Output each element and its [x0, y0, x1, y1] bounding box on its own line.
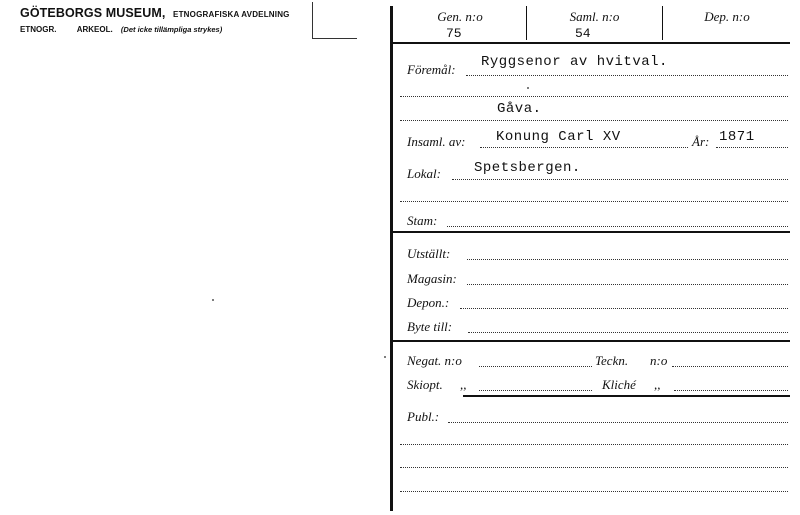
lokal-label: Lokal: — [407, 166, 441, 181]
kliche-ditto: ,, — [654, 377, 661, 392]
publ-line-3 — [400, 467, 788, 468]
publ-line-2 — [400, 444, 788, 445]
scan-speck — [212, 299, 214, 301]
magasin-label: Magasin: — [407, 271, 457, 286]
saml-label: Saml. n:o — [569, 9, 620, 24]
category-line — [20, 25, 222, 34]
card-left-border — [390, 6, 393, 511]
publ-line-4 — [400, 491, 788, 492]
arkeol-label: ARKEOL. — [76, 25, 113, 34]
insaml-line — [480, 147, 688, 148]
corner-stamp — [312, 2, 357, 39]
lokal-line — [452, 179, 788, 180]
kliche-label: Kliché — [602, 377, 636, 392]
skiopt-line — [479, 390, 592, 391]
teckn-label: Teckn. — [595, 353, 629, 368]
negat-label: Negat. n:o — [407, 353, 462, 368]
rule-lower — [393, 340, 790, 342]
museum-name: GÖTEBORGS MUSEUM, — [20, 6, 166, 20]
foremal-label: Föremål: — [407, 62, 456, 77]
depon-label: Depon.: — [407, 295, 450, 310]
kliche-line — [674, 390, 788, 391]
etnogr-label: ETNOGR. — [20, 25, 57, 34]
rule-publ — [463, 395, 790, 397]
publ-line — [448, 422, 788, 423]
utstallt-line — [467, 259, 788, 260]
rule-middle — [393, 231, 790, 233]
publ-label: Publ.: — [407, 409, 440, 424]
gen-value: 75 — [446, 26, 462, 41]
saml-value: 54 — [575, 26, 591, 41]
rule-top — [393, 42, 790, 44]
strike-note: (Det icke tillämpliga strykes) — [120, 25, 223, 34]
scan-speck — [527, 87, 529, 89]
header-divider-1 — [526, 6, 527, 40]
negat-line — [479, 366, 592, 367]
teckn-suffix: n:o — [650, 353, 668, 368]
gen-label: Gen. n:o — [437, 9, 483, 24]
gava-note: Gåva. — [497, 101, 542, 117]
depon-line — [460, 308, 788, 309]
insaml-value: Konung Carl XV — [496, 129, 621, 145]
museum-header — [20, 6, 290, 20]
header-divider-2 — [662, 6, 663, 40]
byte-line — [468, 332, 788, 333]
lokal-value: Spetsbergen. — [474, 160, 581, 176]
foremal-line-2 — [400, 96, 788, 97]
skiopt-ditto: ,, — [460, 377, 467, 392]
insaml-label: Insaml. av: — [407, 134, 466, 149]
stam-line — [447, 226, 788, 227]
foremal-value: Ryggsenor av hvitval. — [481, 54, 668, 70]
ar-label: År: — [692, 134, 710, 149]
department-name: ETNOGRAFISKA AVDELNING — [173, 10, 290, 19]
utstallt-label: Utställt: — [407, 246, 451, 261]
magasin-line — [467, 284, 788, 285]
dep-label: Dep. n:o — [704, 9, 750, 24]
foremal-line — [466, 75, 788, 76]
skiopt-label: Skiopt. — [407, 377, 443, 392]
foremal-line-3 — [400, 120, 788, 121]
ar-line — [716, 147, 788, 148]
stam-label: Stam: — [407, 213, 438, 228]
byte-label: Byte till: — [407, 319, 453, 334]
lokal-line-2 — [400, 201, 788, 202]
ar-value: 1871 — [719, 129, 755, 145]
scan-speck — [384, 356, 386, 358]
teckn-line — [672, 366, 788, 367]
